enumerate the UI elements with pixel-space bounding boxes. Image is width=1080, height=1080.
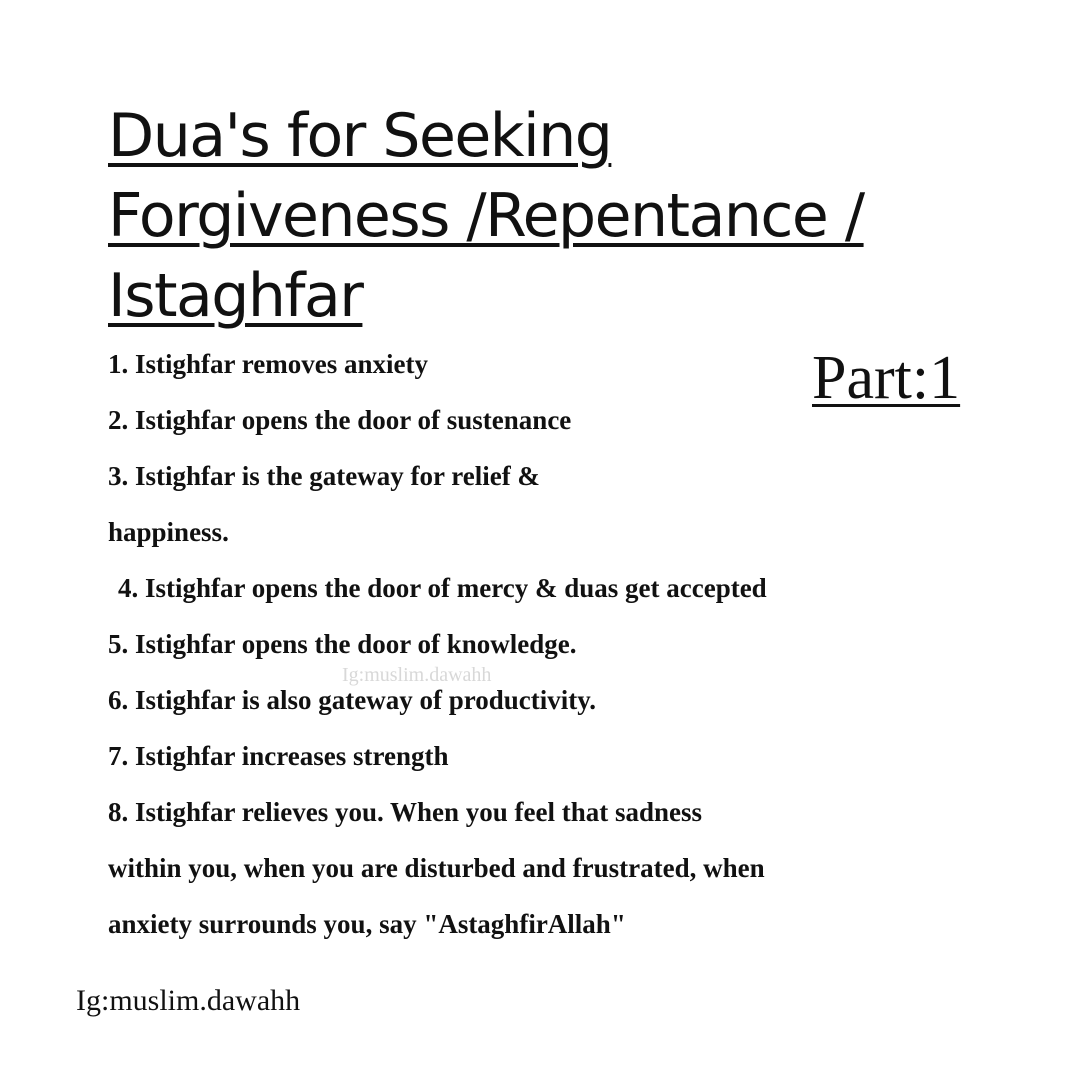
list-item: 1. Istighfar removes anxiety	[108, 349, 428, 379]
list-item: 2. Istighfar opens the door of sustenance	[108, 405, 572, 435]
part-label: Part:1	[812, 344, 961, 412]
list-item: 8. Istighfar relieves you. When you feel that sadness	[108, 797, 703, 827]
list-item: anxiety surrounds you, say "AstaghfirAllah"	[108, 909, 626, 939]
watermark: Ig:muslim.dawahh	[342, 664, 492, 686]
list-item: 4. Istighfar opens the door of mercy & duas get accepted	[118, 573, 767, 603]
title-line-1: Dua's for Seeking	[108, 101, 612, 171]
list-item: within you, when you are disturbed and frustrated, when	[108, 853, 765, 883]
list-item: 6. Istighfar is also gateway of productivity.	[108, 685, 597, 715]
list-item: happiness.	[108, 517, 229, 547]
list-item: 5. Istighfar opens the door of knowledge.	[108, 629, 577, 659]
title-line-3: Istaghfar	[108, 261, 363, 331]
list-item: 3. Istighfar is the gateway for relief &	[108, 461, 540, 491]
benefits-list	[108, 336, 908, 952]
title-line-2: Forgiveness /Repentance /	[108, 181, 864, 251]
list-item: 7. Istighfar increases strength	[108, 741, 449, 771]
page-title	[108, 96, 988, 336]
footer-handle: Ig:muslim.dawahh	[76, 984, 301, 1017]
